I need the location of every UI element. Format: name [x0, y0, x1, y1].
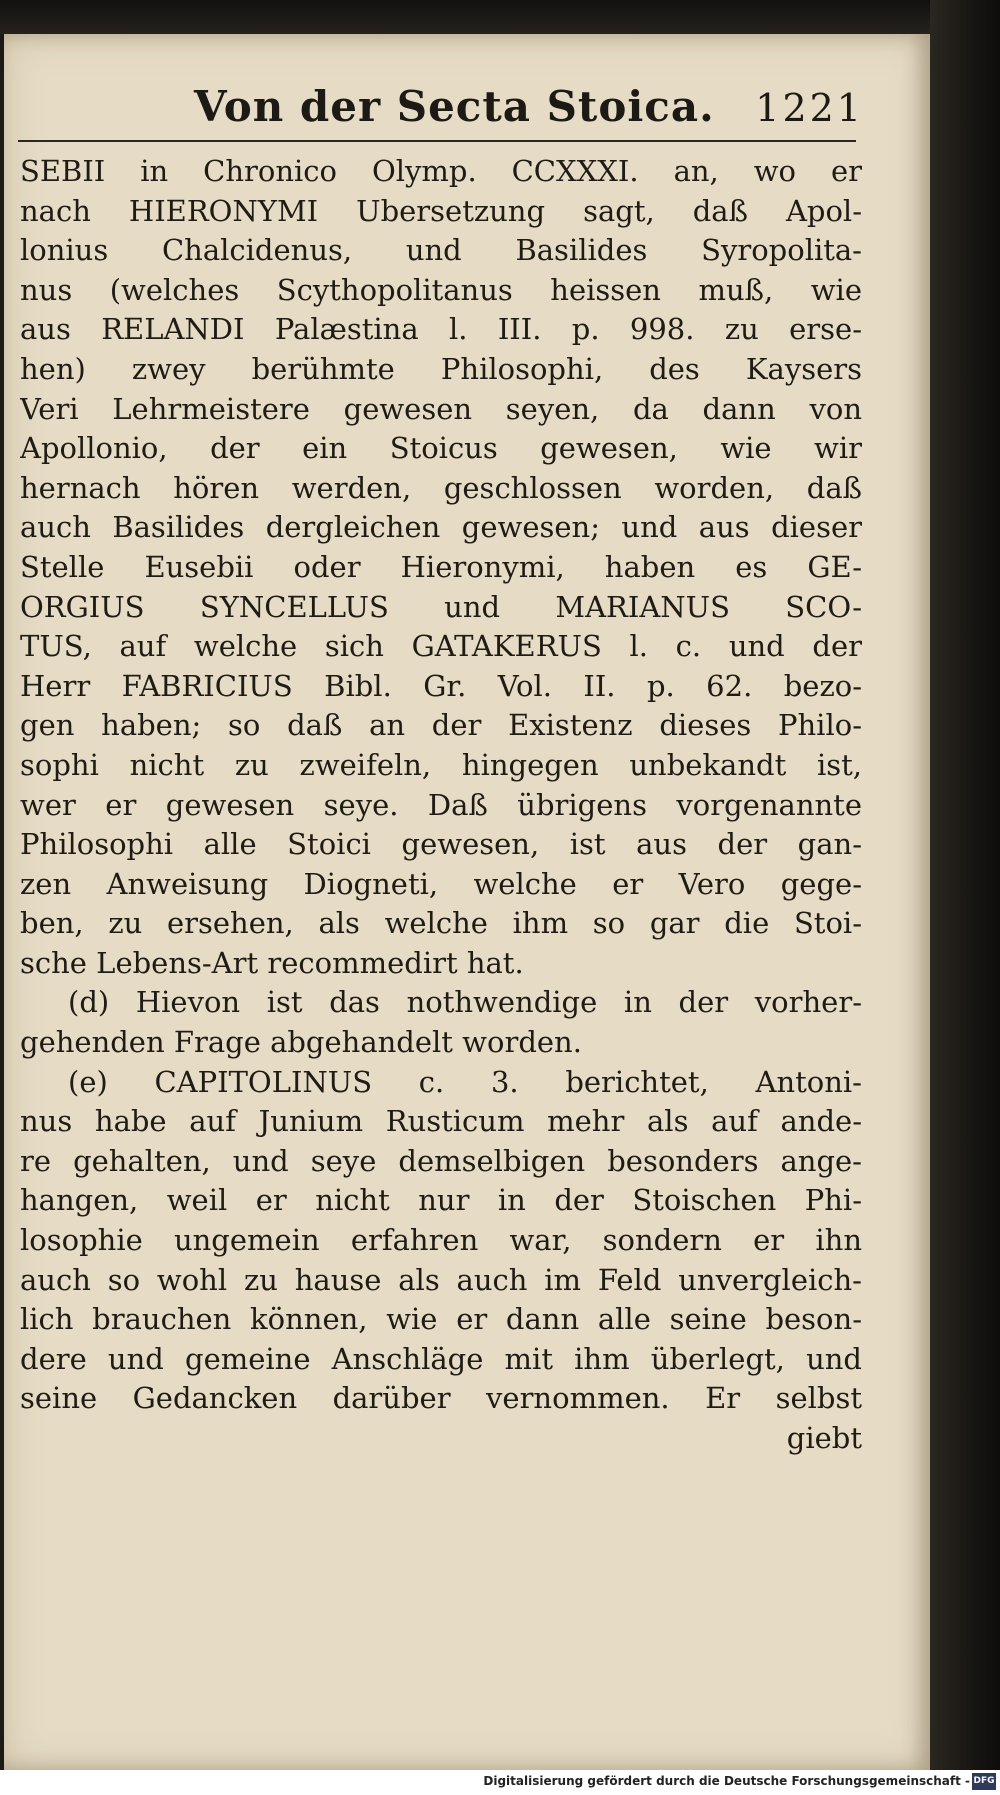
- text-line: nach HIERONYMI Ubersetzung sagt, daß Apol-: [20, 193, 862, 228]
- text-line: Veri Lehrmeistere gewesen seyen, da dann von: [20, 391, 862, 426]
- footnote-e-line: (e) CAPITOLINUS c. 3. berichtet, Antoni-: [68, 1064, 862, 1099]
- dfg-logo-icon: DFG: [972, 1773, 996, 1790]
- text-line: hernach hören werden, geschlossen worden, daß: [20, 470, 862, 505]
- digitization-credit: Digitalisierung gefördert durch die Deutsche Forschungsgemeinschaft -: [483, 1774, 970, 1788]
- text-line: SEBII in Chronico Olymp. CCXXXI. an, wo er: [20, 154, 862, 188]
- catchword: giebt: [786, 1421, 862, 1455]
- header-rule: [18, 140, 856, 142]
- text-line: losophie ungemein erfahren war, sondern er ihn: [20, 1223, 862, 1258]
- text-line: ben, zu ersehen, als welche ihm so gar die Stoi-: [20, 906, 862, 941]
- text-line: ORGIUS SYNCELLUS und MARIANUS SCO-: [20, 589, 862, 624]
- text-line: TUS, auf welche sich GATAKERUS l. c. und der: [20, 629, 862, 664]
- text-line: wer er gewesen seye. Daß übrigens vorgenannte: [20, 787, 862, 822]
- text-line: Stelle Eusebii oder Hieronymi, haben es GE-: [20, 549, 862, 584]
- text-line: sophi nicht zu zweifeln, hingegen unbekandt ist,: [20, 747, 862, 782]
- text-line: auch Basilides dergleichen gewesen; und aus dieser: [20, 510, 862, 545]
- text-line: hangen, weil er nicht nur in der Stoischen Phi-: [20, 1183, 862, 1218]
- text-line: sche Lebens-Art recommedirt hat.: [20, 945, 524, 980]
- running-head: Von der Secta Stoica.: [194, 82, 715, 131]
- text-line: Herr FABRICIUS Bibl. Gr. Vol. II. p. 62. bezo-: [20, 668, 862, 703]
- text-line: dere und gemeine Anschläge mit ihm überlegt, und: [20, 1341, 862, 1376]
- text-line: nus (welches Scythopolitanus heissen muß, wie: [20, 272, 862, 307]
- text-line: lich brauchen können, wie er dann alle seine beson-: [20, 1302, 862, 1337]
- page-number: 1221: [755, 86, 864, 130]
- text-line: Apollonio, der ein Stoicus gewesen, wie wir: [20, 431, 862, 466]
- text-line: re gehalten, und seye demselbigen besonders ange-: [20, 1143, 862, 1178]
- text-line: aus RELANDI Palæstina l. III. p. 998. zu erse-: [20, 312, 862, 347]
- text-line: zen Anweisung Diogneti, welche er Vero gege-: [20, 866, 862, 901]
- text-line: auch so wohl zu hause als auch im Feld unvergleich-: [20, 1262, 862, 1297]
- footnote-d-line: (d) Hievon ist das nothwendige in der vorher-: [68, 985, 862, 1020]
- book-page: [4, 34, 930, 1770]
- text-line: nus habe auf Junium Rusticum mehr als auf ande-: [20, 1104, 862, 1139]
- text-line: seine Gedancken darüber vernommen. Er selbst: [20, 1381, 862, 1416]
- text-line: hen) zwey berühmte Philosophi, des Kaysers: [20, 351, 862, 386]
- scan-background-right: [930, 0, 1000, 1770]
- text-line: Philosophi alle Stoici gewesen, ist aus der gan-: [20, 827, 862, 862]
- text-line: gen haben; so daß an der Existenz dieses Philo-: [20, 708, 862, 743]
- text-line: lonius Chalcidenus, und Basilides Syropolita-: [20, 233, 862, 268]
- text-line: gehenden Frage abgehandelt worden.: [20, 1025, 582, 1060]
- body-text: [20, 152, 862, 1459]
- scan-background-top: [0, 0, 1000, 34]
- digitization-footer: [0, 1770, 1000, 1795]
